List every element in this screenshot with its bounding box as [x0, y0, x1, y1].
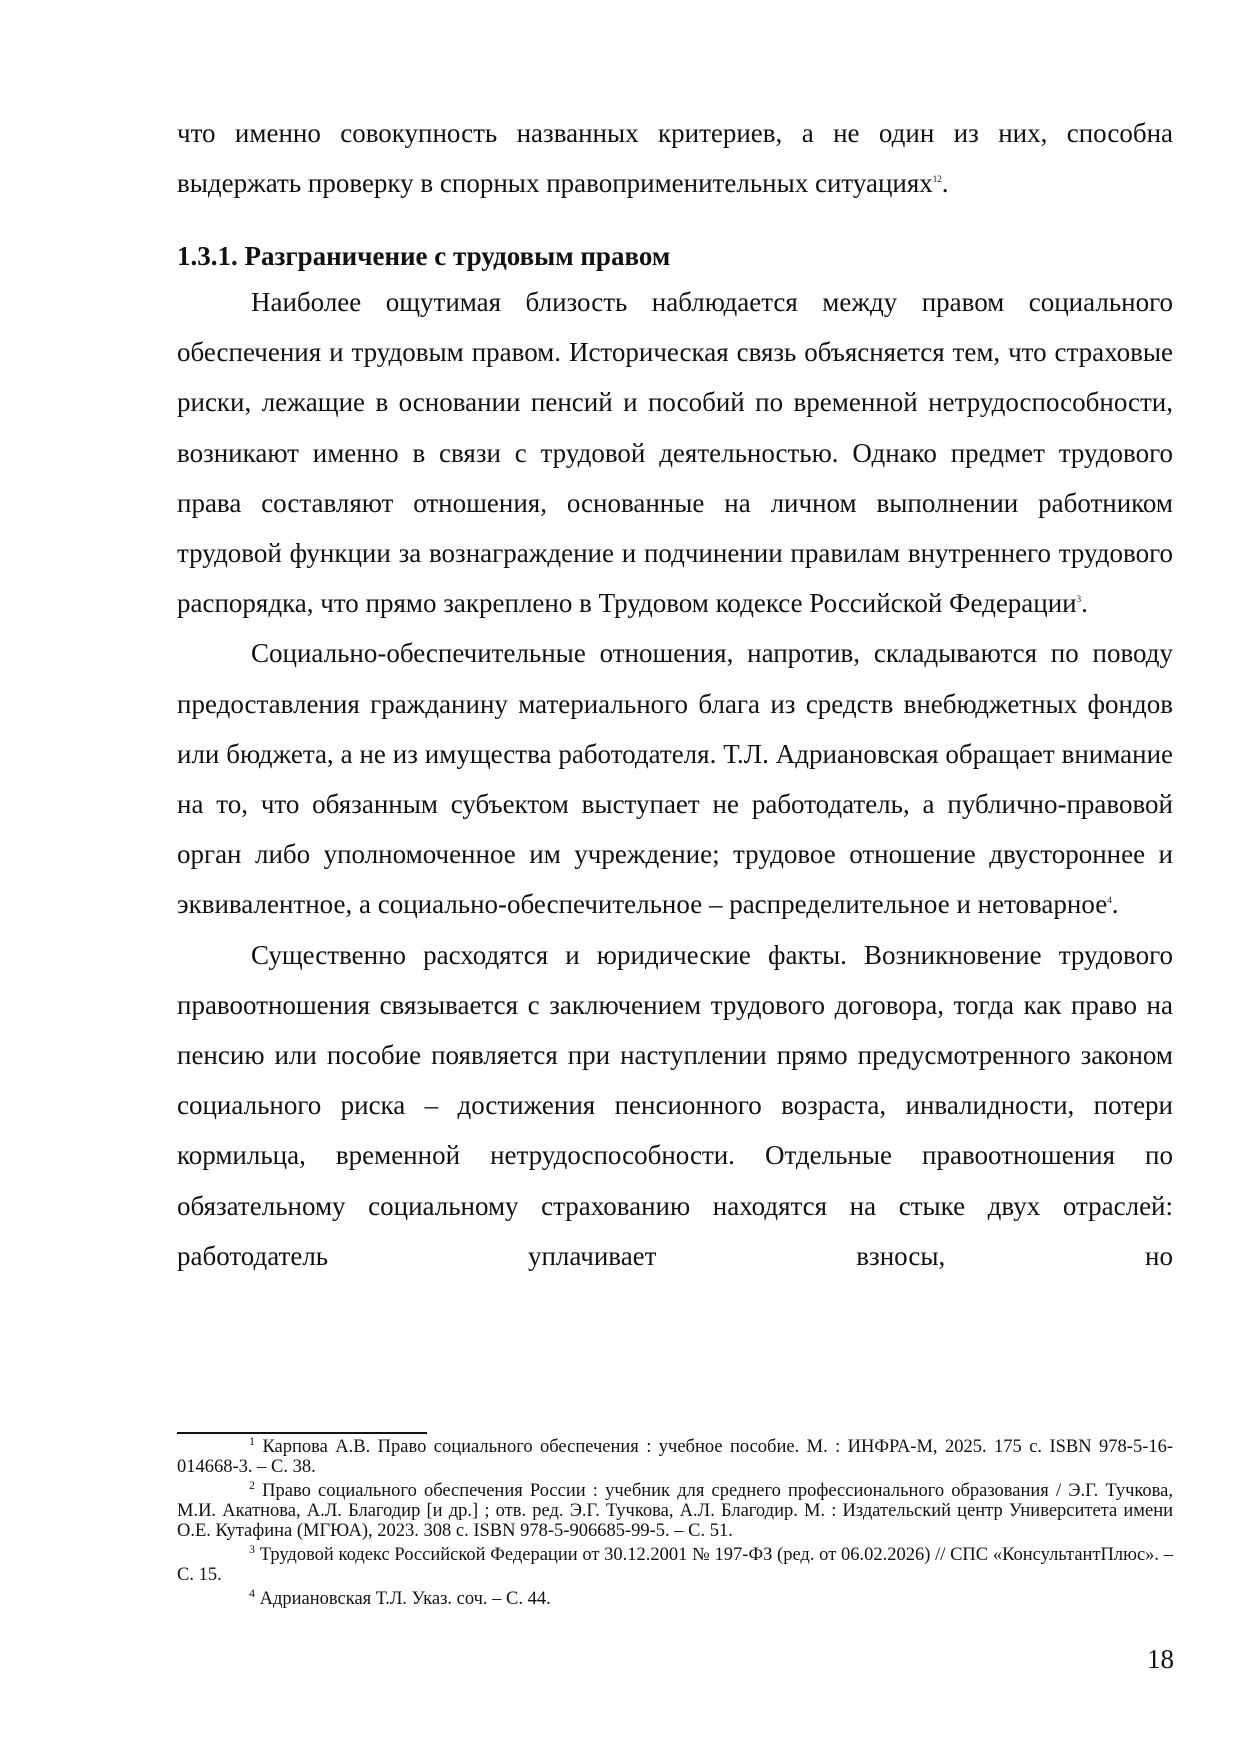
continuation-paragraph — [177, 108, 1173, 208]
section-heading: 1.3.1. Разграничение с трудовым правом — [177, 241, 671, 271]
paragraph-2-end: . — [1111, 889, 1119, 920]
footnote-1-num: 1 — [249, 1433, 255, 1448]
footnote-4-text: Адриановская Т.Л. Указ. соч. – С. 44. — [259, 1589, 551, 1609]
continuation-line-2-end: . — [941, 168, 949, 199]
paragraph-1-end: . — [1081, 588, 1088, 619]
footnote-4 — [177, 1585, 1173, 1609]
footnote-2 — [177, 1477, 1174, 1541]
continuation-line-1: что именно совокупность названных критериев, а не один из них, способна — [177, 118, 1173, 148]
page-number: 18 — [1147, 1644, 1174, 1674]
paragraph-1-text: Наиболее ощутимая близость наблюдается между правом социального обеспечения и трудовым правом. Историческая связь объясняется тем, что страховые риски, лежащие в основании пенсий и пособий по временной нетрудоспособности, возникают именно в связи с трудовой деятельностью. Однако предмет трудового права составляют отношения, основанные на личном выполнении работником трудовой функции за вознаграждение и подчинении правилам внутреннего трудового распорядка, что прямо закреплено в Трудовом кодексе Российской Федерации — [177, 287, 1173, 619]
footnote-ref-3[interactable]: 3 — [1076, 594, 1082, 605]
footnote-separator — [177, 1432, 427, 1434]
footnote-3-num: 3 — [249, 1541, 255, 1556]
paragraph-2-text: Социально-обеспечительные отношения, напротив, складываются по поводу предоставления гражданину материального блага из средств внебюджетных фондов или бюджета, а не из имущества работодателя. Т.Л. Адриановская обращает внимание на то, что обязанным субъектом выступает не работодатель, а публично-правовой орган либо уполномоченное им учреждение; трудовое отношение двустороннее и эквивалентное, а социально-обеспечительное – распределительное и нетоварное — [177, 638, 1173, 920]
footnote-1-text: Карпова А.В. Право социального обеспечения : учебное пособие. М. : ИНФРА-М, 2025. 175 с. ISBN 978-5-16-014668-3. – С. 38. — [177, 1437, 1174, 1477]
footnote-4-num: 4 — [249, 1585, 255, 1600]
footnote-2-text: Право социального обеспечения России : учебник для среднего профессионального образования / Э.Г. Тучкова, М.И. Акатнова, А.Л. Благодир [и др.] ; отв. ред. Э.Г. Тучкова, А.Л. Благодир. М. : Издательский центр Университета имени О.Е. Кутафина (МГЮА), 2023. 308 с. ISBN 978-5-906685-99-5. – С. 51. — [177, 1481, 1174, 1541]
paragraph-3: Существенно расходятся и юридические факты. Возникновение трудового правоотношения связывается с заключением трудового договора, тогда как право на пенсию или пособие появляется при наступлении прямо предусмотренного законом социального риска – достижения пенсионного возраста, инвалидности, потери кормильца, временной нетрудоспособности. Отдельные правоотношения по обязательному социальному страхованию находятся на стыке двух отраслей: работодатель уплачивает взносы, но — [177, 939, 1173, 1271]
footnotes — [177, 1433, 1174, 1613]
main-body — [177, 277, 1173, 1281]
footnote-ref-4[interactable]: 4 — [1107, 895, 1112, 906]
footnote-ref-12[interactable]: 12 — [932, 174, 942, 185]
continuation-line-2 — [177, 158, 1173, 208]
footnote-3-text: Трудовой кодекс Российской Федерации от 30.12.2001 № 197-ФЗ (ред. от 06.02.2026) // СПС «КонсультантПлюс». – С. 15. — [177, 1545, 1173, 1585]
footnote-3 — [177, 1541, 1173, 1585]
paragraph-1 — [177, 277, 1173, 628]
paragraph-2 — [177, 628, 1173, 929]
footnote-1 — [177, 1433, 1174, 1477]
footnote-2-num: 2 — [249, 1477, 255, 1492]
continuation-line-2-text: выдержать проверку в спорных правоприменительных ситуациях — [177, 168, 933, 199]
